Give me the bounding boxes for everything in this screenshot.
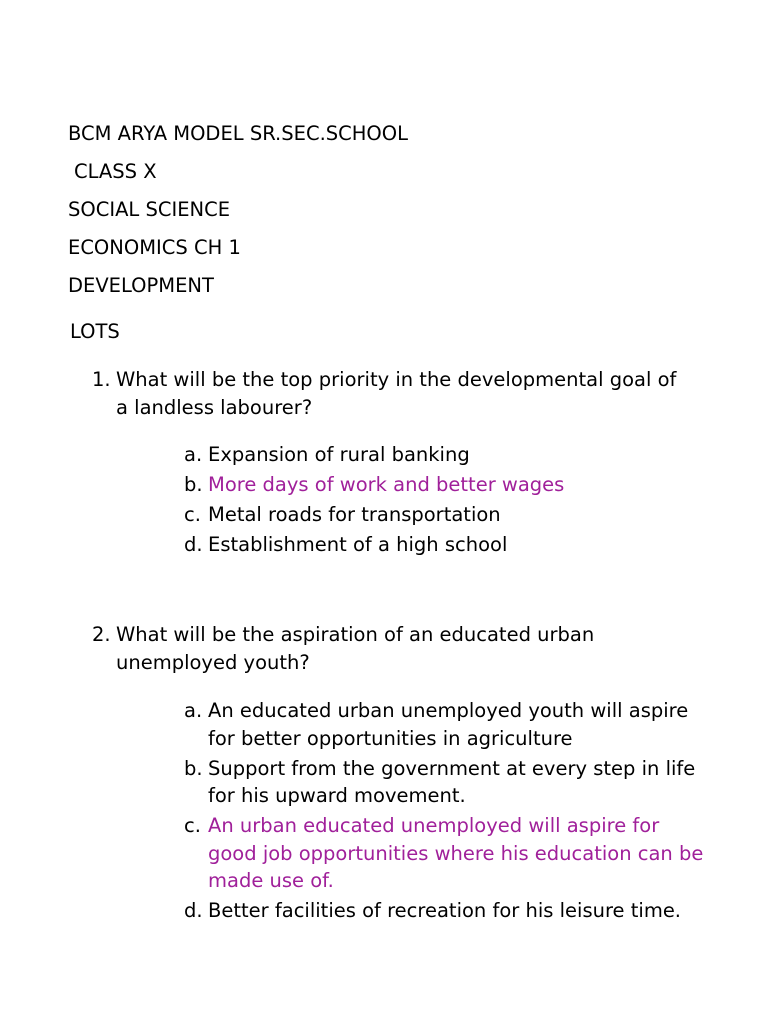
option-label: d. <box>184 899 203 922</box>
class-label: CLASS X <box>74 160 157 183</box>
option-text: An educated urban unemployed youth will aspire for better opportunities in agriculture <box>208 699 689 750</box>
option-text: Support from the government at every step in life for his upward movement. <box>208 756 696 807</box>
section-label: LOTS <box>70 320 120 343</box>
subject-label: SOCIAL SCIENCE <box>68 198 231 221</box>
option-1b-answer <box>184 471 714 499</box>
question-number: 1. <box>92 368 111 391</box>
option-text: An urban educated unemployed will aspire for good job opportunities where his education can be made use of. <box>208 814 704 892</box>
option-label: a. <box>184 699 203 722</box>
question-2 <box>92 621 692 677</box>
option-label: c. <box>184 814 201 837</box>
question-text: What will be the aspiration of an educated urban unemployed youth? <box>116 623 595 674</box>
option-1d <box>184 531 714 559</box>
option-text: Establishment of a high school <box>208 533 508 556</box>
option-label: b. <box>184 756 203 780</box>
chapter-label: ECONOMICS CH 1 <box>68 236 241 259</box>
option-text: More days of work and better wages <box>208 473 565 496</box>
option-text: Metal roads for transportation <box>208 503 501 526</box>
option-2a <box>184 697 714 752</box>
option-label: b. <box>184 473 203 496</box>
school-name: BCM ARYA MODEL SR.SEC.SCHOOL <box>68 122 408 145</box>
option-text: Better facilities of recreation for his leisure time. <box>208 899 682 922</box>
question-2-options <box>184 697 714 927</box>
option-2b <box>184 755 714 810</box>
option-label: c. <box>184 503 201 526</box>
option-label: a. <box>184 443 203 466</box>
option-text: Expansion of rural banking <box>208 443 470 466</box>
question-text: What will be the top priority in the developmental goal of a landless labourer? <box>116 368 677 419</box>
question-1-options <box>184 441 714 561</box>
option-label: d. <box>184 533 203 556</box>
topic-label: DEVELOPMENT <box>68 274 214 297</box>
option-1c <box>184 501 714 529</box>
option-2d <box>184 897 714 925</box>
option-2c-answer <box>184 812 714 895</box>
option-1a <box>184 441 714 469</box>
question-1 <box>92 366 692 422</box>
question-number: 2. <box>92 623 111 646</box>
